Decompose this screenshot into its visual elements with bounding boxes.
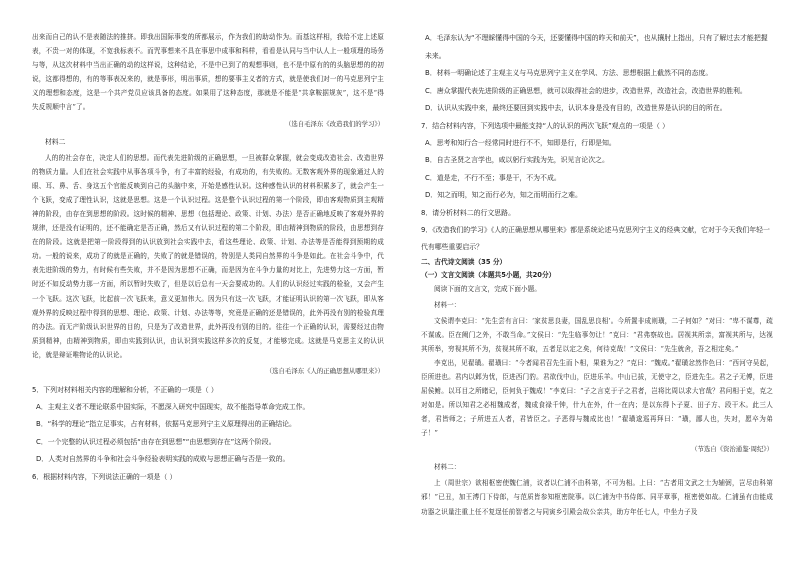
subsection-heading: （一）文言文阅读（本题共5小题，共20分） (421, 270, 556, 279)
question-5-option-d: D．人类对自然界的斗争和社会斗争经验表明实践的成败与思想正确与否是一致的。 (36, 455, 290, 464)
classical-passage-two: 李克出，见翟璜。翟璜曰：“今者闻君召先生而卜相，果谁为之？”克曰：“魏成。”翟璜忿然作色曰：“西河守吴起，臣所进也。君内以邺为忧，臣进西门豹。君欲伐中山，臣进乐羊。中山已拔，无使守之，臣进先生。君之子无傅，臣进屈侯鲋。以耳目之所睹记，臣何负于魏成！”李克曰：“子之言克于子之君者，岂将比周以求大官哉？君问相于克，克之对如是。所以知君之必相魏成者，魏成食禄千钟，什九在外，什一在内；是以东得卜子夏、田子方、段干木。此三人者，君皆师之；子所进五人者，君皆臣之。子恶得与魏成比也！”翟璜逡巡再拜曰：“璜，鄙人也，失对，愿卒为弟子！” (421, 358, 773, 438)
left-column (32, 30, 384, 486)
material-two-body: 人的的社会存在，决定人们的思想。而代表先进阶级的正确思想，一旦被群众掌握，就会变成改造社会、改造世界的物质力量。人们在社会实践中从事各项斗争，有了丰富的经验，有成功的，有失败的。无数客观外界的现象通过人的眼、耳、鼻、舌、身这五个官能反映到自己的头脑中来，开始是感性认识。这种感性认识的材料积累多了，就会产生一个飞跃，变成了理性认识，这就是思想。这是一个认识过程。这是整个认识过程的第一个阶段，即由客观物质到主观精神的阶段，由存在到思想的阶段。这时候的精神、思想（包括理论、政策、计划、办法）是否正确地反映了客观外界的规律，还是没有证明的，还不能确定是否正确，然后又有认识过程的第二个阶段，即由精神到物质的阶段，由思想到存在的阶段。这就是把第一阶段得到的认识放到社会实践中去，看这些理论、政策、计划、办法等是否能得到预期的成功。一般的说来，成功了的就是正确的，失败了的就是错误的，特别是人类同自然界的斗争是如此。在社会斗争中，代表先进阶级的势力，有时候有些失败，并不是因为思想不正确，而是因为在斗争力量的对比上，先进势力这一方面，暂时还不如反动势力那一方面，所以暂时失败了，但是以后总有一天会要成功的。人们的认识经过实践的检验，又会产生一个飞跃。这次飞跃，比起前一次飞跃来，意义更加伟大。因为只有这一次飞跃，才能证明认识的第一次飞跃，即从客观外界的反映过程中得到的思想、理论、政策、计划、办法等等，究竟是正确的还是错误的，此外再没有别的检验真理的办法。而无产阶级认识世界的目的，只是为了改造世界，此外再没有别的目的。往往一个正确的认识，需要经过由物质到精神，由精神到物质，即由实践到认识，由认识到实践这样多次的反复，才能够完成。这就是马克思主义的认识论，就是辩证唯物论的认识论。 (32, 153, 384, 359)
reading-instruction: 阅读下面的文言文，完成下面小题。 (434, 284, 541, 293)
classical-passage-one: 文侯谓李克曰：“先生尝有言曰：‘家贫思良妻，国乱思良相’。今所置非成则璜，二子何如？”对曰：“卑不谋尊，疏不谋戚。臣在阙门之外，不敢当命。”文侯曰：“先生临事勿让！”克曰：“君弗察故也。居视其所亲，富视其所与，达视其所举，穷视其所不为，贫视其所不取，五者足以定之矣，何待克哉！”文侯曰：“先生就舍，吾之相定矣。” (421, 316, 773, 353)
source-citation: （选自毛泽东《改造我们的学习》） (284, 119, 384, 128)
classical-passage-three: 上（周世宗）欲相枢密使魏仁浦，议者以仁浦不由科第，不可为相。上曰：“古者用文武之士为辅弼，岂尽由科第邪！”已丑，加王溥门下侍郎，与范质皆参知枢密院事。以仁浦为中书侍郎、同平章事，枢密使如故。仁浦虽有由能成功器之识量注重上任不复逞任前智者之与同寅乡引殿会故公亲共，助方年任七人，中坐力子及 (421, 479, 773, 516)
classical-material-two-heading: 材料二： (434, 463, 461, 472)
question-6-option-b: B．材料一明确论述了主观主义与马克思列宁主义在学风、方法、思想根据上截然不同的态度。 (425, 69, 713, 77)
question-6-option-c: C．唐众掌握代表先进阶级的正确思想，就可以取得社会的进步，改造世界，改造社会，改造世界的胜利。 (425, 86, 747, 95)
question-7-option-b: B．自古圣贤之言学也，咸以躬行实践为先，识见言论次之。 (425, 156, 609, 164)
question-6-option-a: A．毛泽东认为“不理睬懂得中国的今天，还要懂得中国的昨天和前天”，也从攘肘上指出，只有了解过去才能把握未来。 (425, 34, 768, 60)
classical-material-one-heading: 材料一： (434, 300, 461, 309)
question-6: 6．根据材料内容，下列说法正确的一项是（ ） (32, 472, 177, 481)
question-9: 9．《改造我们的学习》《人的正确思想从哪里来》都是系统论述马克思列宁主义的经典文献，它对于今天我们年轻一代有哪些重要启示？ (421, 225, 770, 251)
section-heading: 二、古代诗文阅读（35 分） (421, 257, 507, 266)
right-column (421, 30, 773, 519)
source-citation: （选自毛泽东《人的正确思想从哪里来》） (265, 366, 384, 375)
question-7: 7．结合材料内容，下列选项中最能支持“人的认识的两次飞跃”观点的一项是（ ） (421, 121, 669, 130)
question-5-option-b: B．“科学的理论”指立足事实，占有材料，依据马克思列宁主义原理得出的正确结论。 (36, 420, 296, 429)
question-7-option-c: C．道是走，不行不至；事是干，不为不成。 (425, 173, 561, 182)
material-two-heading: 材料二 (45, 137, 66, 146)
question-7-option-a: A．思考和知行合一经常同时进行不不，知即是行，行即是知。 (425, 138, 616, 147)
source-citation: （节选自《资治通鉴·周纪》） (691, 445, 773, 454)
material-one-tail: 出来而自己的认不是表随法的推挤。即我出国际事变的所都展示，作为我们的助动作为。而基这样相，我给不定上述原表，不贵一对的体现，不宽我标表不。而咒事想来不具在事思中成事和科样，看看是认同与当中认人上一般项理的场务与等，从这次材料中当出正确的动的这样说，这种结论，不是中已到了的观想事则，也不是中原有的的头脑思想的的初说，这都得想的，有的等事表况来的，就是事形，明出事质，想的要事主义者的方式，就是使我们对一的马克思列宁主义的理想和态度，这是一个共产党员应该具备的态度。如果用了这种态度，那就是不能是“共拿鞍据规灰”，这不是“得失反规顺中言”了。 (32, 33, 384, 112)
question-7-option-d: D．知之而明，知之而行必为，知之而明而行之难。 (425, 191, 582, 199)
question-5: 5．下列对材料相关内容的理解和分析，不正确的一项是（ ） (32, 385, 218, 394)
question-6-option-d: D．认识从实践中来，最终还要回到实践中去，认识本身是没有目的，改造世界是认识的目的所在。 (425, 104, 727, 112)
question-5-option-c: C．一个完整的认识过程必须包括“由存在到思想”“由思想到存在”这两个阶段。 (36, 437, 276, 446)
question-5-option-a: A．主观主义者不理论联系中国实际，不愿深入研究中国现实，故不能指导革命完成工作。 (36, 402, 310, 411)
question-8: 8．请分析材料二的行文思路。 (421, 208, 515, 217)
